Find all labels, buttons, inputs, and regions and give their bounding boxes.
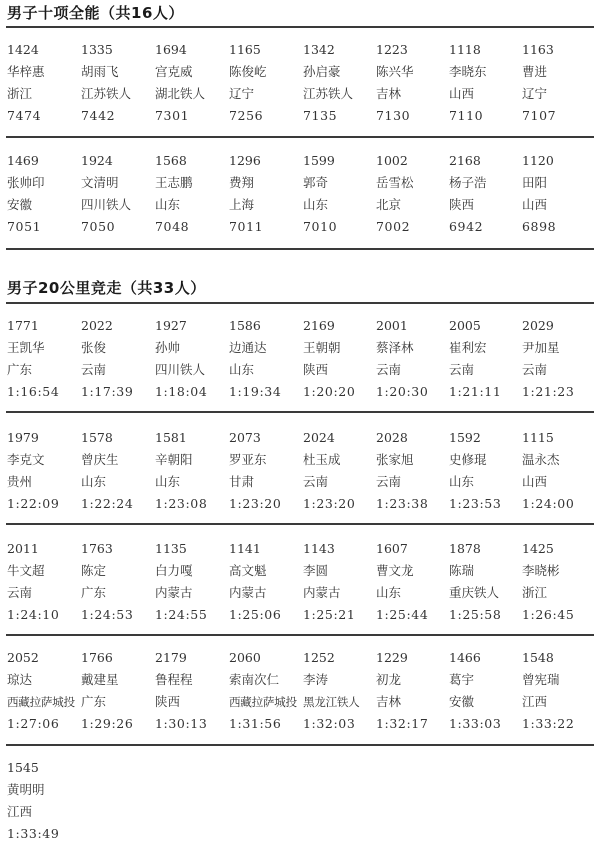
section-title: 男子20公里竞走（共33人） bbox=[7, 279, 206, 297]
athlete-row bbox=[0, 318, 600, 406]
team-name: 内蒙古 bbox=[155, 585, 193, 600]
team-name: 云南 bbox=[449, 362, 475, 377]
bib-number: 1342 bbox=[303, 42, 335, 57]
bib-number: 1545 bbox=[7, 760, 39, 775]
result-value: 1:17:39 bbox=[81, 384, 134, 399]
athlete-name: 罗亚东 bbox=[229, 452, 267, 467]
athlete-name: 李圆 bbox=[303, 563, 329, 578]
result-value: 1:24:53 bbox=[81, 607, 134, 622]
athlete-name: 曾宪瑞 bbox=[522, 672, 560, 687]
athlete-name: 葛宇 bbox=[449, 672, 475, 687]
team-name: 吉林 bbox=[376, 86, 402, 101]
team-name: 江苏铁人 bbox=[81, 86, 132, 101]
athlete-name: 宫克威 bbox=[155, 64, 193, 79]
team-name: 山东 bbox=[155, 197, 181, 212]
bib-number: 1163 bbox=[522, 42, 554, 57]
result-value: 1:23:20 bbox=[229, 496, 282, 511]
result-value: 7050 bbox=[81, 219, 116, 234]
bib-number: 1568 bbox=[155, 153, 187, 168]
athlete-name: 王凯华 bbox=[7, 340, 45, 355]
title-rule bbox=[6, 26, 594, 28]
bib-number: 1763 bbox=[81, 541, 113, 556]
result-value: 7048 bbox=[155, 219, 190, 234]
bib-number: 2073 bbox=[229, 430, 261, 445]
bib-number: 1927 bbox=[155, 318, 187, 333]
result-value: 1:33:22 bbox=[522, 716, 575, 731]
bib-number: 2022 bbox=[81, 318, 113, 333]
result-value: 1:21:11 bbox=[449, 384, 502, 399]
team-name: 江西 bbox=[7, 804, 33, 819]
athlete-row bbox=[0, 760, 600, 848]
team-name: 浙江 bbox=[522, 585, 548, 600]
bib-number: 1143 bbox=[303, 541, 335, 556]
row-divider bbox=[6, 523, 594, 525]
team-name: 广东 bbox=[81, 694, 107, 709]
athlete-name: 费翔 bbox=[229, 175, 255, 190]
team-name: 广东 bbox=[81, 585, 107, 600]
athlete-name: 孙帅 bbox=[155, 340, 181, 355]
team-name: 山东 bbox=[155, 474, 181, 489]
section-title: 男子十项全能（共16人） bbox=[7, 4, 184, 22]
team-name: 西藏拉萨城投 bbox=[229, 695, 297, 709]
bib-number: 1586 bbox=[229, 318, 261, 333]
result-value: 1:24:55 bbox=[155, 607, 208, 622]
athlete-name: 文清明 bbox=[81, 175, 119, 190]
team-name: 山东 bbox=[449, 474, 475, 489]
team-name: 四川铁人 bbox=[81, 197, 132, 212]
bib-number: 1229 bbox=[376, 650, 408, 665]
bib-number: 2179 bbox=[155, 650, 187, 665]
athlete-name: 索南次仁 bbox=[229, 672, 280, 687]
result-value: 1:23:08 bbox=[155, 496, 208, 511]
athlete-row bbox=[0, 541, 600, 629]
result-value: 1:23:20 bbox=[303, 496, 356, 511]
athlete-name: 李涛 bbox=[303, 672, 329, 687]
row-divider bbox=[6, 248, 594, 250]
athlete-name: 陈定 bbox=[81, 563, 107, 578]
result-value: 1:30:13 bbox=[155, 716, 208, 731]
result-value: 1:18:04 bbox=[155, 384, 208, 399]
team-name: 山东 bbox=[229, 362, 255, 377]
bib-number: 1979 bbox=[7, 430, 39, 445]
athlete-name: 田阳 bbox=[522, 175, 548, 190]
bib-number: 1141 bbox=[229, 541, 261, 556]
team-name: 云南 bbox=[522, 362, 548, 377]
athlete-row bbox=[0, 650, 600, 738]
bib-number: 1466 bbox=[449, 650, 481, 665]
result-value: 1:24:10 bbox=[7, 607, 60, 622]
athlete-name: 崔利宏 bbox=[449, 340, 487, 355]
bib-number: 2011 bbox=[7, 541, 39, 556]
result-value: 1:20:30 bbox=[376, 384, 429, 399]
team-name: 云南 bbox=[376, 362, 402, 377]
result-value: 1:32:03 bbox=[303, 716, 356, 731]
bib-number: 1581 bbox=[155, 430, 187, 445]
athlete-name: 陈瑞 bbox=[449, 563, 475, 578]
result-value: 1:23:38 bbox=[376, 496, 429, 511]
team-name: 西藏拉萨城投 bbox=[7, 695, 75, 709]
result-value: 1:21:23 bbox=[522, 384, 575, 399]
result-value: 7010 bbox=[303, 219, 338, 234]
bib-number: 1599 bbox=[303, 153, 335, 168]
result-value: 1:29:26 bbox=[81, 716, 134, 731]
result-value: 7135 bbox=[303, 108, 338, 123]
team-name: 贵州 bbox=[7, 474, 33, 489]
result-value: 1:16:54 bbox=[7, 384, 60, 399]
athlete-name: 王朝朝 bbox=[303, 340, 341, 355]
result-value: 1:22:24 bbox=[81, 496, 134, 511]
bib-number: 2169 bbox=[303, 318, 335, 333]
result-value: 1:22:09 bbox=[7, 496, 60, 511]
athlete-name: 郭奇 bbox=[303, 175, 329, 190]
bib-number: 1694 bbox=[155, 42, 187, 57]
team-name: 江苏铁人 bbox=[303, 86, 354, 101]
team-name: 黑龙江铁人 bbox=[303, 695, 360, 709]
result-value: 7442 bbox=[81, 108, 116, 123]
bib-number: 2028 bbox=[376, 430, 408, 445]
athlete-name: 杨子浩 bbox=[449, 175, 487, 190]
athlete-name: 李晓东 bbox=[449, 64, 487, 79]
team-name: 云南 bbox=[7, 585, 33, 600]
athlete-row bbox=[0, 42, 600, 130]
athlete-name: 辛朝阳 bbox=[155, 452, 193, 467]
bib-number: 1924 bbox=[81, 153, 113, 168]
bib-number: 1607 bbox=[376, 541, 408, 556]
result-value: 1:20:20 bbox=[303, 384, 356, 399]
team-name: 北京 bbox=[376, 197, 402, 212]
bib-number: 1469 bbox=[7, 153, 39, 168]
bib-number: 2029 bbox=[522, 318, 554, 333]
bib-number: 1120 bbox=[522, 153, 554, 168]
result-value: 7107 bbox=[522, 108, 557, 123]
team-name: 重庆铁人 bbox=[449, 585, 500, 600]
athlete-name: 史修琨 bbox=[449, 452, 487, 467]
result-value: 7002 bbox=[376, 219, 411, 234]
athlete-name: 陈俊屹 bbox=[229, 64, 267, 79]
team-name: 辽宁 bbox=[229, 86, 255, 101]
athlete-name: 王志鹏 bbox=[155, 175, 193, 190]
result-value: 1:19:34 bbox=[229, 384, 282, 399]
athlete-name: 曾庆生 bbox=[81, 452, 119, 467]
result-value: 1:32:17 bbox=[376, 716, 429, 731]
athlete-name: 李克文 bbox=[7, 452, 45, 467]
athlete-name: 胡雨飞 bbox=[81, 64, 119, 79]
result-value: 7051 bbox=[7, 219, 42, 234]
team-name: 安徽 bbox=[7, 197, 33, 212]
athlete-name: 边通达 bbox=[229, 340, 267, 355]
team-name: 甘肃 bbox=[229, 474, 255, 489]
athlete-row bbox=[0, 430, 600, 518]
athlete-name: 黄明明 bbox=[7, 782, 45, 797]
athlete-name: 陈兴华 bbox=[376, 64, 414, 79]
bib-number: 2060 bbox=[229, 650, 261, 665]
team-name: 四川铁人 bbox=[155, 362, 206, 377]
row-divider bbox=[6, 744, 594, 746]
bib-number: 1578 bbox=[81, 430, 113, 445]
athlete-name: 曹文龙 bbox=[376, 563, 414, 578]
result-value: 6942 bbox=[449, 219, 484, 234]
bib-number: 1766 bbox=[81, 650, 113, 665]
athlete-name: 曹进 bbox=[522, 64, 548, 79]
result-value: 7011 bbox=[229, 219, 264, 234]
team-name: 陕西 bbox=[155, 694, 181, 709]
bib-number: 2168 bbox=[449, 153, 481, 168]
row-divider bbox=[6, 634, 594, 636]
bib-number: 1771 bbox=[7, 318, 39, 333]
athlete-name: 蔡泽林 bbox=[376, 340, 414, 355]
result-value: 7256 bbox=[229, 108, 264, 123]
team-name: 云南 bbox=[303, 474, 329, 489]
result-value: 1:33:03 bbox=[449, 716, 502, 731]
title-rule bbox=[6, 302, 594, 304]
result-value: 1:25:44 bbox=[376, 607, 429, 622]
result-value: 1:27:06 bbox=[7, 716, 60, 731]
bib-number: 1878 bbox=[449, 541, 481, 556]
team-name: 安徽 bbox=[449, 694, 475, 709]
athlete-name: 李晓彬 bbox=[522, 563, 560, 578]
bib-number: 1165 bbox=[229, 42, 261, 57]
team-name: 山东 bbox=[303, 197, 329, 212]
team-name: 陕西 bbox=[449, 197, 475, 212]
team-name: 吉林 bbox=[376, 694, 402, 709]
athlete-name: 戴建星 bbox=[81, 672, 119, 687]
team-name: 山东 bbox=[81, 474, 107, 489]
result-value: 7130 bbox=[376, 108, 411, 123]
bib-number: 1592 bbox=[449, 430, 481, 445]
athlete-name: 鲁程程 bbox=[155, 672, 193, 687]
result-value: 7474 bbox=[7, 108, 42, 123]
athlete-name: 张俊 bbox=[81, 340, 107, 355]
athlete-name: 白力嘎 bbox=[155, 563, 193, 578]
athlete-name: 牛文超 bbox=[7, 563, 45, 578]
team-name: 陕西 bbox=[303, 362, 329, 377]
team-name: 上海 bbox=[229, 197, 255, 212]
team-name: 辽宁 bbox=[522, 86, 548, 101]
row-divider bbox=[6, 411, 594, 413]
bib-number: 1296 bbox=[229, 153, 261, 168]
athlete-name: 高文魁 bbox=[229, 563, 267, 578]
bib-number: 1252 bbox=[303, 650, 335, 665]
bib-number: 1424 bbox=[7, 42, 39, 57]
athlete-name: 华梓惠 bbox=[7, 64, 45, 79]
athlete-name: 孙启豪 bbox=[303, 64, 341, 79]
team-name: 浙江 bbox=[7, 86, 33, 101]
result-value: 1:33:49 bbox=[7, 826, 60, 841]
bib-number: 1135 bbox=[155, 541, 187, 556]
result-value: 1:26:45 bbox=[522, 607, 575, 622]
result-value: 1:25:06 bbox=[229, 607, 282, 622]
bib-number: 2052 bbox=[7, 650, 39, 665]
team-name: 山西 bbox=[449, 86, 475, 101]
athlete-name: 岳雪松 bbox=[376, 175, 414, 190]
result-value: 7301 bbox=[155, 108, 190, 123]
athlete-name: 张帅印 bbox=[7, 175, 45, 190]
team-name: 山西 bbox=[522, 197, 548, 212]
bib-number: 2001 bbox=[376, 318, 408, 333]
athlete-row bbox=[0, 153, 600, 241]
result-value: 1:25:58 bbox=[449, 607, 502, 622]
bib-number: 1118 bbox=[449, 42, 481, 57]
bib-number: 1548 bbox=[522, 650, 554, 665]
team-name: 广东 bbox=[7, 362, 33, 377]
team-name: 云南 bbox=[376, 474, 402, 489]
team-name: 山东 bbox=[376, 585, 402, 600]
team-name: 江西 bbox=[522, 694, 548, 709]
team-name: 云南 bbox=[81, 362, 107, 377]
athlete-name: 张家旭 bbox=[376, 452, 414, 467]
bib-number: 1335 bbox=[81, 42, 113, 57]
team-name: 山西 bbox=[522, 474, 548, 489]
team-name: 湖北铁人 bbox=[155, 86, 206, 101]
result-value: 6898 bbox=[522, 219, 557, 234]
result-value: 1:24:00 bbox=[522, 496, 575, 511]
result-value: 7110 bbox=[449, 108, 484, 123]
team-name: 内蒙古 bbox=[303, 585, 341, 600]
bib-number: 1002 bbox=[376, 153, 408, 168]
athlete-name: 杜玉成 bbox=[303, 452, 341, 467]
bib-number: 1223 bbox=[376, 42, 408, 57]
bib-number: 2024 bbox=[303, 430, 335, 445]
athlete-name: 初龙 bbox=[376, 672, 402, 687]
athlete-name: 尹加星 bbox=[522, 340, 560, 355]
athlete-name: 温永杰 bbox=[522, 452, 560, 467]
result-value: 1:25:21 bbox=[303, 607, 356, 622]
bib-number: 1425 bbox=[522, 541, 554, 556]
bib-number: 1115 bbox=[522, 430, 554, 445]
result-value: 1:23:53 bbox=[449, 496, 502, 511]
result-value: 1:31:56 bbox=[229, 716, 282, 731]
team-name: 内蒙古 bbox=[229, 585, 267, 600]
athlete-name: 琼达 bbox=[7, 672, 33, 687]
row-divider bbox=[6, 136, 594, 138]
bib-number: 2005 bbox=[449, 318, 481, 333]
